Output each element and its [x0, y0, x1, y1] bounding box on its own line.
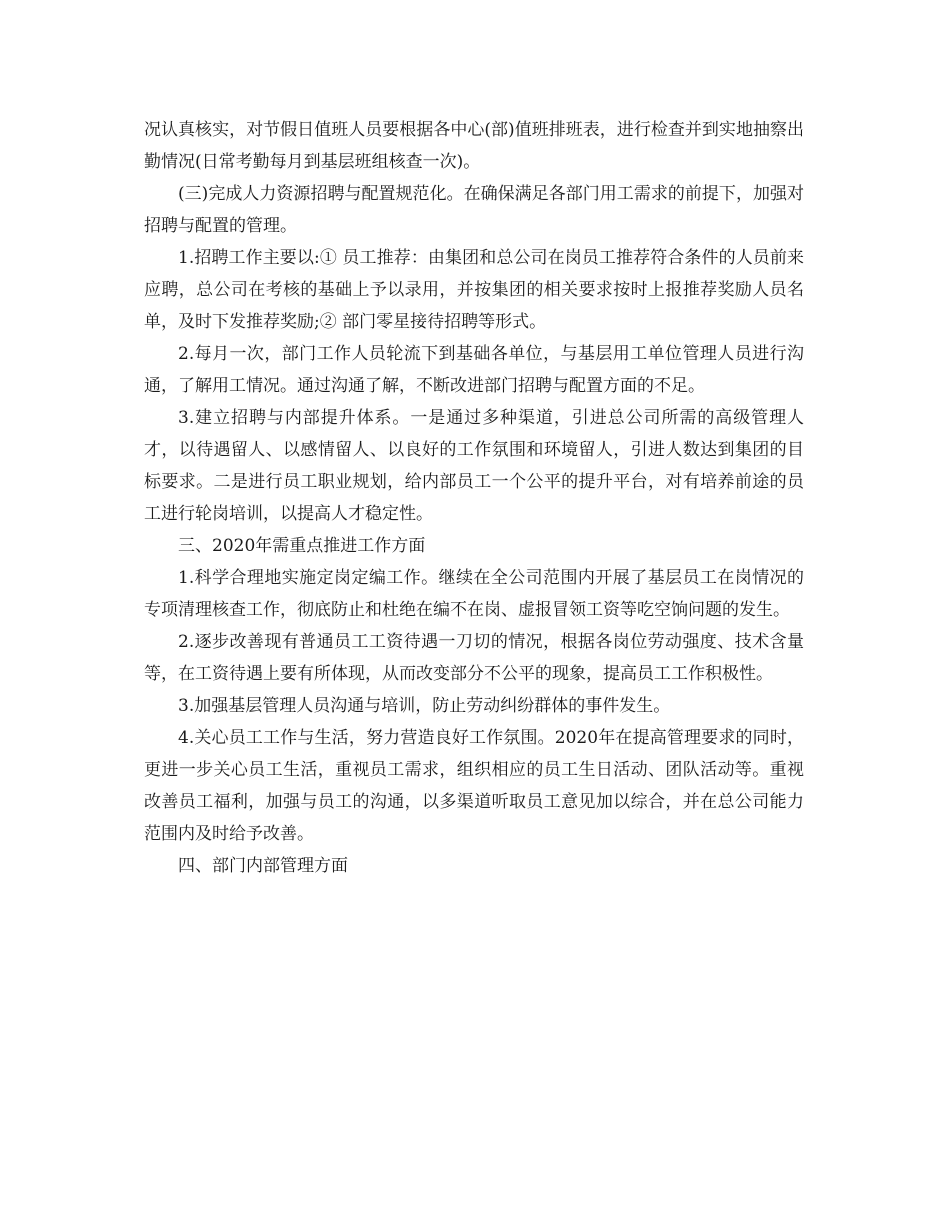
- paragraph-2: (三)完成人力资源招聘与配置规范化。在确保满足各部门用工需求的前提下，加强对招聘与配置的管理。: [144, 184, 804, 236]
- paragraph-6: 1.科学合理地实施定岗定编工作。继续在全公司范围内开展了基层员工在岗情况的专项清理核查工作，彻底防止和杜绝在编不在岗、虚报冒领工资等吃空饷问题的发生。: [144, 568, 804, 620]
- section-heading-4: 四、部门内部管理方面: [178, 856, 348, 876]
- paragraph-4: 2.每月一次，部门工作人员轮流下到基础各单位，与基层用工单位管理人员进行沟通，了解用工情况。通过沟通了解，不断改进部门招聘与配置方面的不足。: [144, 344, 804, 396]
- paragraph-5: 3.建立招聘与内部提升体系。一是通过多种渠道，引进总公司所需的高级管理人才，以待遇留人、以感情留人、以良好的工作氛围和环境留人，引进人数达到集团的目标要求。二是进行员工职业规划，给内部员工一个公平的提升平台，对有培养前途的员工进行轮岗培训，以提高人才稳定性。: [144, 408, 804, 524]
- paragraph-9: 4.关心员工工作与生活，努力营造良好工作氛围。2020年在提高管理要求的同时，更进一步关心员工生活，重视员工需求，组织相应的员工生日活动、团队活动等。重视改善员工福利，加强与员工的沟通，以多渠道听取员工意见加以综合，并在总公司能力范围内及时给予改善。: [144, 728, 804, 844]
- paragraph-7: 2.逐步改善现有普通员工工资待遇一刀切的情况，根据各岗位劳动强度、技术含量等，在工资待遇上要有所体现，从而改变部分不公平的现象，提高员工工作积极性。: [144, 632, 804, 684]
- paragraph-3: 1.招聘工作主要以:① 员工推荐：由集团和总公司在岗员工推荐符合条件的人员前来应聘，总公司在考核的基础上予以录用，并按集团的相关要求按时上报推荐奖励人员名单，及时下发推荐奖励;② 部门零星接待招聘等形式。: [144, 248, 804, 332]
- paragraph-8: 3.加强基层管理人员沟通与培训，防止劳动纠纷群体的事件发生。: [178, 696, 671, 716]
- section-heading-3: 三、2020年需重点推进工作方面: [178, 536, 426, 556]
- paragraph-1: 况认真核实，对节假日值班人员要根据各中心(部)值班排班表，进行检查并到实地抽察出勤情况(日常考勤每月到基层班组核查一次)。: [144, 120, 804, 172]
- document-body: [144, 114, 804, 882]
